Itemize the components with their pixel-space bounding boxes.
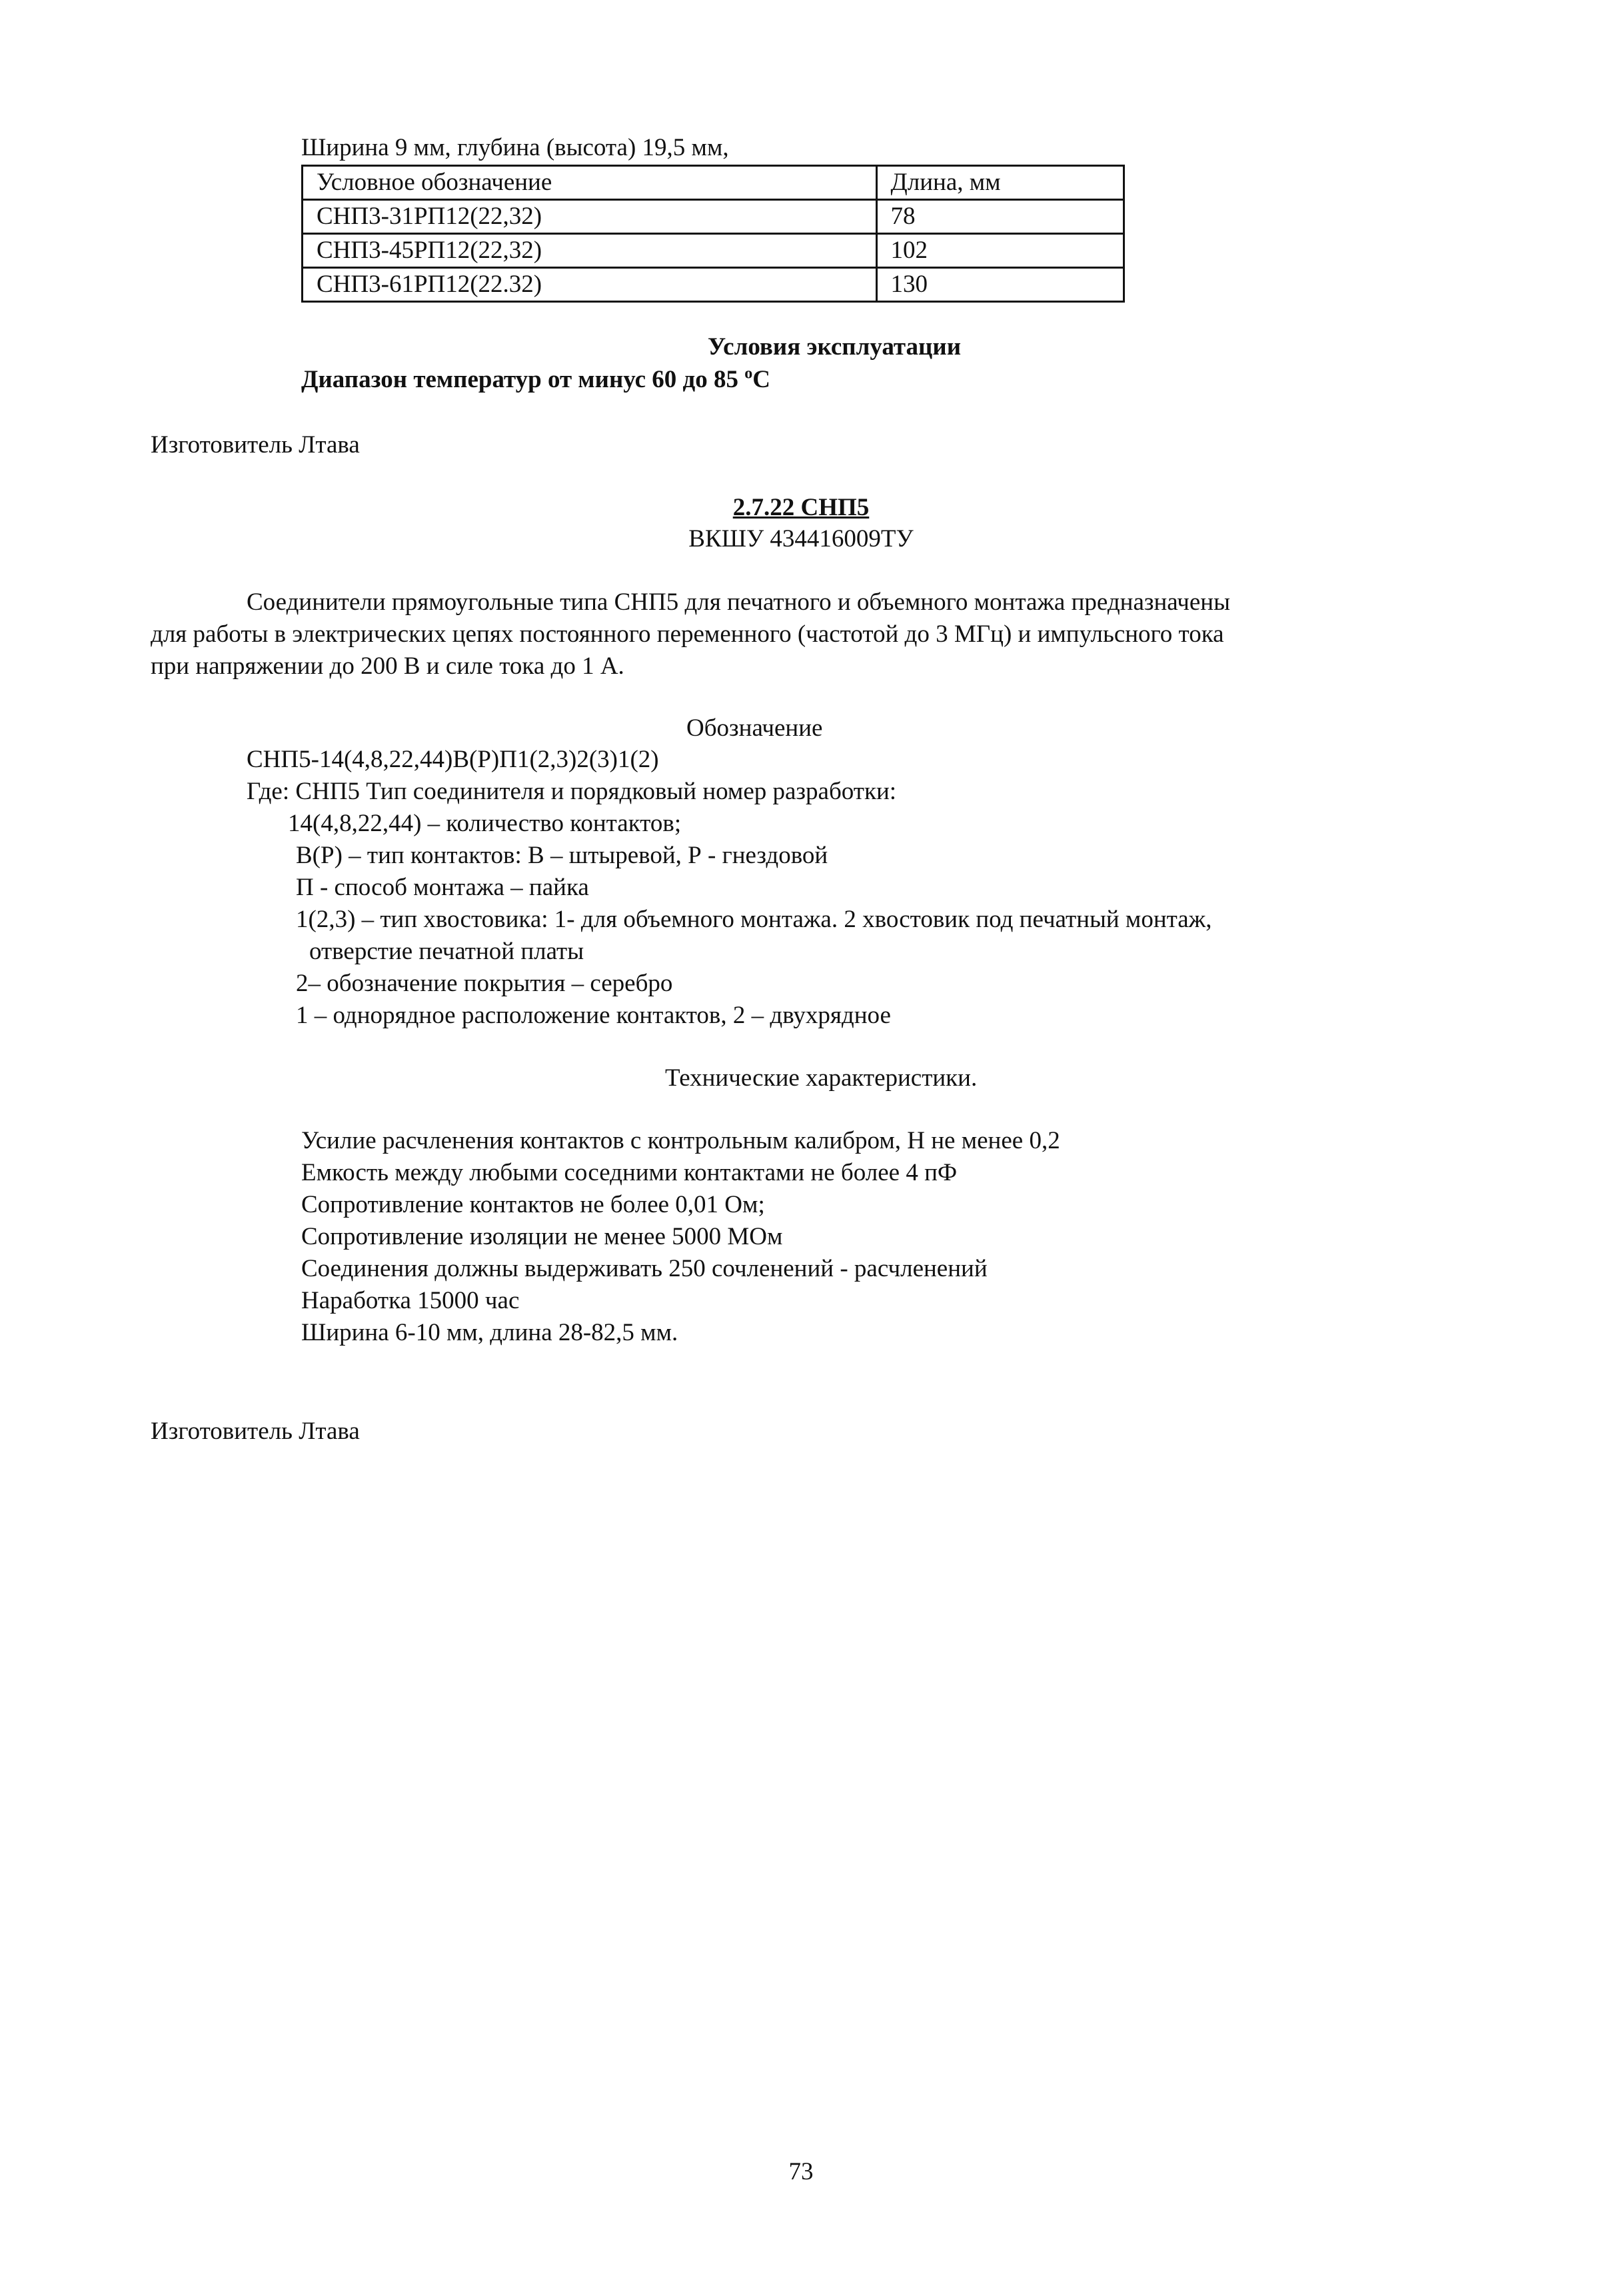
temperature-unit: C bbox=[752, 366, 771, 393]
designation-item: 1 – однорядное расположение контактов, 2 – двухрядное bbox=[296, 1002, 891, 1029]
designation-item: отверстие печатной платы bbox=[309, 938, 584, 965]
table-cell-length: 130 bbox=[876, 268, 1124, 302]
designation-item: 2– обозначение покрытия – серебро bbox=[296, 970, 673, 997]
tech-item: Сопротивление контактов не более 0,01 Ом; bbox=[301, 1191, 765, 1218]
tech-item: Емкость между любыми соседними контактами не более 4 пФ bbox=[301, 1159, 958, 1186]
tech-item: Усилие расчленения контактов с контрольным калибром, Н не менее 0,2 bbox=[301, 1127, 1060, 1154]
section-spec: ВКШУ 434416009ТУ bbox=[688, 525, 914, 553]
page-number: 73 bbox=[788, 2158, 814, 2185]
intro-dimensions: Ширина 9 мм, глубина (высота) 19,5 мм, bbox=[301, 134, 729, 161]
table-cell-length: 78 bbox=[876, 200, 1124, 234]
section-title: 2.7.22 СНП5 bbox=[732, 494, 870, 521]
tech-item: Сопротивление изоляции не менее 5000 МОм bbox=[301, 1223, 783, 1250]
tech-heading: Технические характеристики. bbox=[665, 1064, 978, 1092]
table-header-length: Длина, мм bbox=[876, 166, 1124, 200]
description-line-2: для работы в электрических цепях постоянного переменного (частотой до 3 МГц) и импульсного тока bbox=[151, 620, 1224, 648]
table-row bbox=[303, 200, 1124, 234]
table-cell-designation: СНП3-45РП12(22,32) bbox=[303, 234, 877, 268]
manufacturer-1: Изготовитель Лтава bbox=[151, 431, 360, 459]
table-header-row bbox=[303, 166, 1124, 200]
designation-where: Где: СНП5 Тип соединителя и порядковый номер разработки: bbox=[247, 778, 897, 805]
designation-item: 14(4,8,22,44) – количество контактов; bbox=[288, 810, 682, 837]
temperature-range-text: Диапазон температур от минус 60 до 85 bbox=[301, 366, 745, 393]
table-header-designation: Условное обозначение bbox=[303, 166, 877, 200]
tech-item: Соединения должны выдерживать 250 сочленений - расчленений bbox=[301, 1255, 988, 1282]
designation-item: 1(2,3) – тип хвостовика: 1- для объемного монтажа. 2 хвостовик под печатный монтаж, bbox=[296, 906, 1212, 933]
description-line-3: при напряжении до 200 В и силе тока до 1 А. bbox=[151, 652, 624, 680]
table-cell-designation: СНП3-61РП12(22.32) bbox=[303, 268, 877, 302]
designation-item: В(Р) – тип контактов: В – штыревой, Р - гнездовой bbox=[296, 842, 828, 869]
tech-item: Ширина 6-10 мм, длина 28-82,5 мм. bbox=[301, 1319, 678, 1346]
table-row bbox=[303, 268, 1124, 302]
description-line-1: Соединители прямоугольные типа СНП5 для печатного и объемного монтажа предназначены bbox=[247, 588, 1230, 616]
tech-item: Наработка 15000 час bbox=[301, 1287, 520, 1314]
designation-heading: Обозначение bbox=[686, 714, 823, 742]
dimensions-table bbox=[301, 165, 1125, 303]
designation-code: СНП5-14(4,8,22,44)В(Р)П1(2,3)2(3)1(2) bbox=[247, 746, 659, 773]
temperature-range bbox=[301, 364, 770, 396]
degree-sign: o bbox=[744, 365, 753, 383]
table-row bbox=[303, 234, 1124, 268]
manufacturer-2: Изготовитель Лтава bbox=[151, 1418, 360, 1445]
operating-conditions-heading: Условия эксплуатации bbox=[708, 333, 962, 361]
table-cell-length: 102 bbox=[876, 234, 1124, 268]
table-cell-designation: СНП3-31РП12(22,32) bbox=[303, 200, 877, 234]
designation-item: П - способ монтажа – пайка bbox=[296, 874, 589, 901]
